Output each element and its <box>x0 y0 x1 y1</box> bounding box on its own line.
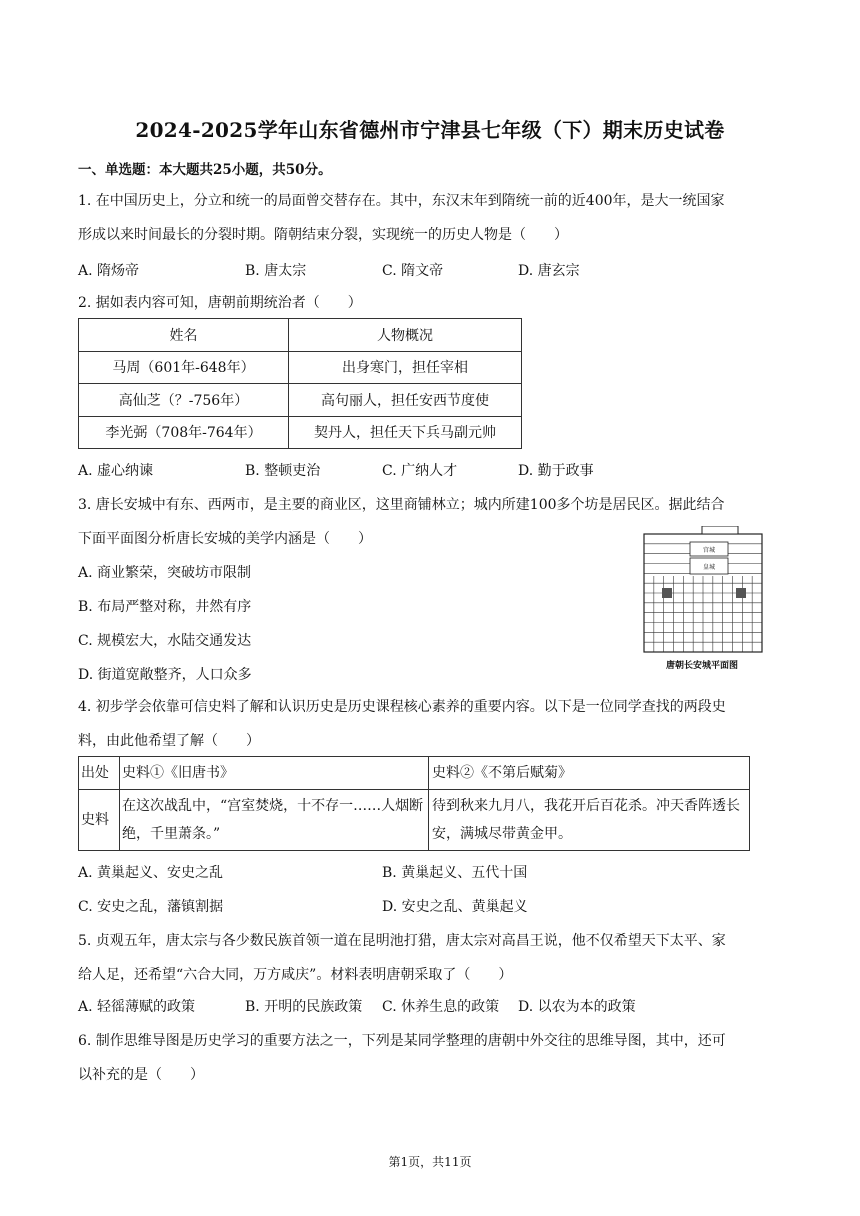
q5-option-d[interactable]: D. 以农为本的政策 <box>518 999 636 1015</box>
table-header-cell: 姓名 <box>79 319 289 352</box>
map-caption: 唐朝长安城平面图 <box>665 661 739 671</box>
table-cell: 高仙芝（？-756年） <box>79 384 289 417</box>
q3-line2: 下面平面图分析唐长安城的美学内涵是（ ） <box>78 531 372 547</box>
table-cell: 在这次战乱中，“宫室焚烧，十不存一……人烟断绝，千里萧条。” <box>120 790 429 851</box>
table-row <box>79 416 522 449</box>
table-cell: 高句丽人，担任安西节度使 <box>289 384 522 417</box>
table-header-cell: 史料②《不第后赋菊》 <box>429 757 750 790</box>
q5-option-a[interactable]: A. 轻徭薄赋的政策 <box>78 999 196 1015</box>
q1-line2: 形成以来时间最长的分裂时期。隋朝结束分裂，实现统一的历史人物是（ ） <box>78 227 568 243</box>
q4-line1: 4. 初步学会依靠可信史料了解和认识历史是历史课程核心素养的重要内容。以下是一位同学查找的两段史 <box>78 699 726 715</box>
table-cell: 李光弼（708年-764年） <box>79 416 289 449</box>
map-label-imperial-city: 皇城 <box>702 564 716 571</box>
q5-option-b[interactable]: B. 开明的民族政策 <box>245 999 363 1015</box>
page-title: 2024-2025学年山东省德州市宁津县七年级（下）期末历史试卷 <box>135 118 725 142</box>
city-plan-diagram <box>640 526 765 676</box>
q4-option-c[interactable]: C. 安史之乱，藩镇割据 <box>78 899 224 915</box>
q2-table <box>78 318 522 449</box>
q4-table <box>78 756 750 851</box>
q2-option-b[interactable]: B. 整顿吏治 <box>245 463 321 479</box>
q1-option-a[interactable]: A. 隋炀帝 <box>78 263 140 279</box>
q4-option-d[interactable]: D. 安史之乱、黄巢起义 <box>382 899 528 915</box>
table-header-cell: 出处 <box>79 757 120 790</box>
q3-line1: 3. 唐长安城中有东、西两市，是主要的商业区，这里商铺林立；城内所建100多个坊是居民区。据此结合 <box>78 497 725 513</box>
table-cell: 契丹人，担任天下兵马副元帅 <box>289 416 522 449</box>
q5-option-c[interactable]: C. 休养生息的政策 <box>382 999 500 1015</box>
map-label-palace: 宫城 <box>702 547 716 554</box>
q3-option-a[interactable]: A. 商业繁荣，突破坊市限制 <box>78 565 252 581</box>
q3-option-d[interactable]: D. 街道宽敞整齐，人口众多 <box>78 667 252 683</box>
table-cell: 待到秋来九月八，我花开后百花杀。冲天香阵透长安，满城尽带黄金甲。 <box>429 790 750 851</box>
table-cell: 出身寒门，担任宰相 <box>289 351 522 384</box>
table-row <box>79 384 522 417</box>
table-cell: 史料 <box>79 790 120 851</box>
q1-option-b[interactable]: B. 唐太宗 <box>245 263 307 279</box>
table-header-row <box>79 319 522 352</box>
q5-line1: 5. 贞观五年，唐太宗与各少数民族首领一道在昆明池打猎，唐太宗对高昌王说，他不仅希望天下太平、家 <box>78 933 726 949</box>
table-row <box>79 351 522 384</box>
table-header-cell: 史料①《旧唐书》 <box>120 757 429 790</box>
q3-option-b[interactable]: B. 布局严整对称，井然有序 <box>78 599 252 615</box>
q4-option-b[interactable]: B. 黄巢起义、五代十国 <box>382 865 528 881</box>
q2-line1: 2. 据如表内容可知，唐朝前期统治者（ ） <box>78 295 362 311</box>
section-heading: 一、单选题：本大题共25小题，共50分。 <box>78 162 332 178</box>
table-header-row <box>79 757 750 790</box>
table-header-cell: 人物概况 <box>289 319 522 352</box>
q6-line1: 6. 制作思维导图是历史学习的重要方法之一，下列是某同学整理的唐朝中外交往的思维导图，其中，还可 <box>78 1033 726 1049</box>
q4-option-a[interactable]: A. 黄巢起义、安史之乱 <box>78 865 224 881</box>
q3-option-c[interactable]: C. 规模宏大，水陆交通发达 <box>78 633 252 649</box>
table-cell: 马周（601年-648年） <box>79 351 289 384</box>
q2-option-c[interactable]: C. 广纳人才 <box>382 463 458 479</box>
q2-option-d[interactable]: D. 勤于政事 <box>518 463 594 479</box>
page-footer: 第1页，共11页 <box>388 1155 472 1169</box>
q1-line1: 1. 在中国历史上，分立和统一的局面曾交替存在。其中，东汉末年到隋统一前的近400年，是大一统国家 <box>78 193 725 209</box>
q1-option-c[interactable]: C. 隋文帝 <box>382 263 444 279</box>
table-row <box>79 790 750 851</box>
q5-line2: 给人足，还希望“六合大同，万方咸庆”。材料表明唐朝采取了（ ） <box>78 967 513 983</box>
q1-option-d[interactable]: D. 唐玄宗 <box>518 263 580 279</box>
q4-line2: 料，由此他希望了解（ ） <box>78 733 260 749</box>
q2-option-a[interactable]: A. 虚心纳谏 <box>78 463 154 479</box>
q6-line2: 以补充的是（ ） <box>78 1067 204 1083</box>
changan-city-map <box>640 526 765 676</box>
